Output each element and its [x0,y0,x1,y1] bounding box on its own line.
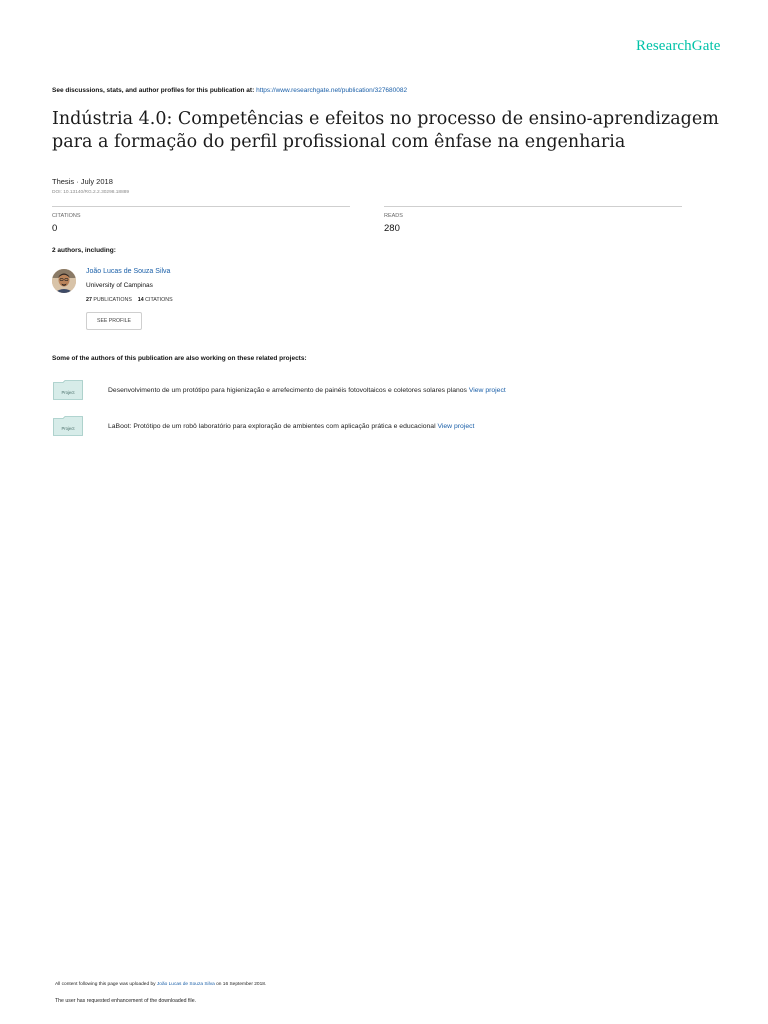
project-item [53,380,83,405]
publications-label: PUBLICATIONS [93,297,132,303]
intro-text: See discussions, stats, and author profiles for this publication at: [52,87,255,94]
project-item-text [108,387,506,394]
author-citations-label: CITATIONS [145,297,173,303]
author-citations-count: 14 [137,297,144,303]
publication-intro-line [52,87,407,94]
author-avatar[interactable] [52,269,76,293]
project-title: LaBoot: Protótipo de um robô laboratório para exploração de ambientes com aplicação prática e educacional [108,423,436,430]
publications-count: 27 [86,297,92,303]
view-project-link[interactable]: View project [437,423,475,430]
reads-divider [384,206,682,207]
reads-value: 280 [384,223,400,234]
upload-prefix: All content following this page was uploaded by [55,982,156,987]
authors-heading: 2 authors, including: [52,247,116,254]
reads-label: READS [384,213,403,219]
upload-suffix: on 16 September 2018. [216,982,267,987]
project-icon-label: Project [61,390,75,395]
publication-url-link[interactable]: https://www.researchgate.net/publication/327680082 [256,87,408,94]
publication-doi: DOI: 10.13140/RG.2.2.30298.18889 [52,190,130,195]
project-folder-icon [53,380,83,400]
enhancement-note: The user has requested enhancement of the downloaded file. [55,998,197,1004]
project-folder-icon [53,416,83,436]
avatar-photo-icon [52,269,76,293]
view-project-link[interactable]: View project [468,387,506,394]
citations-divider [52,206,350,207]
see-profile-button[interactable]: SEE PROFILE [86,312,142,330]
uploader-link[interactable]: João Lucas de Souza Silva [156,982,215,987]
upload-info [55,982,266,987]
project-title: Desenvolvimento de um protótipo para higienização e arrefecimento de painéis fotovoltaicos e coletores solares planos [108,387,467,394]
author-affiliation: University of Campinas [86,282,153,289]
researchgate-logo[interactable]: ResearchGate [636,38,721,54]
project-item-text [108,423,474,430]
author-name-link[interactable]: João Lucas de Souza Silva [86,268,171,275]
related-projects-heading: Some of the authors of this publication are also working on these related projects: [52,355,307,362]
publication-title: Indústria 4.0: Competências e efeitos no processo de ensino-aprendizagem para a formação do perfil profissional com ênfase na engenharia [52,109,719,152]
author-metrics [86,297,173,303]
publication-type-date: Thesis · July 2018 [52,177,113,186]
project-icon-label: Project [61,426,75,431]
project-item [53,416,83,441]
citations-value: 0 [52,223,58,234]
citations-label: CITATIONS [52,213,81,219]
